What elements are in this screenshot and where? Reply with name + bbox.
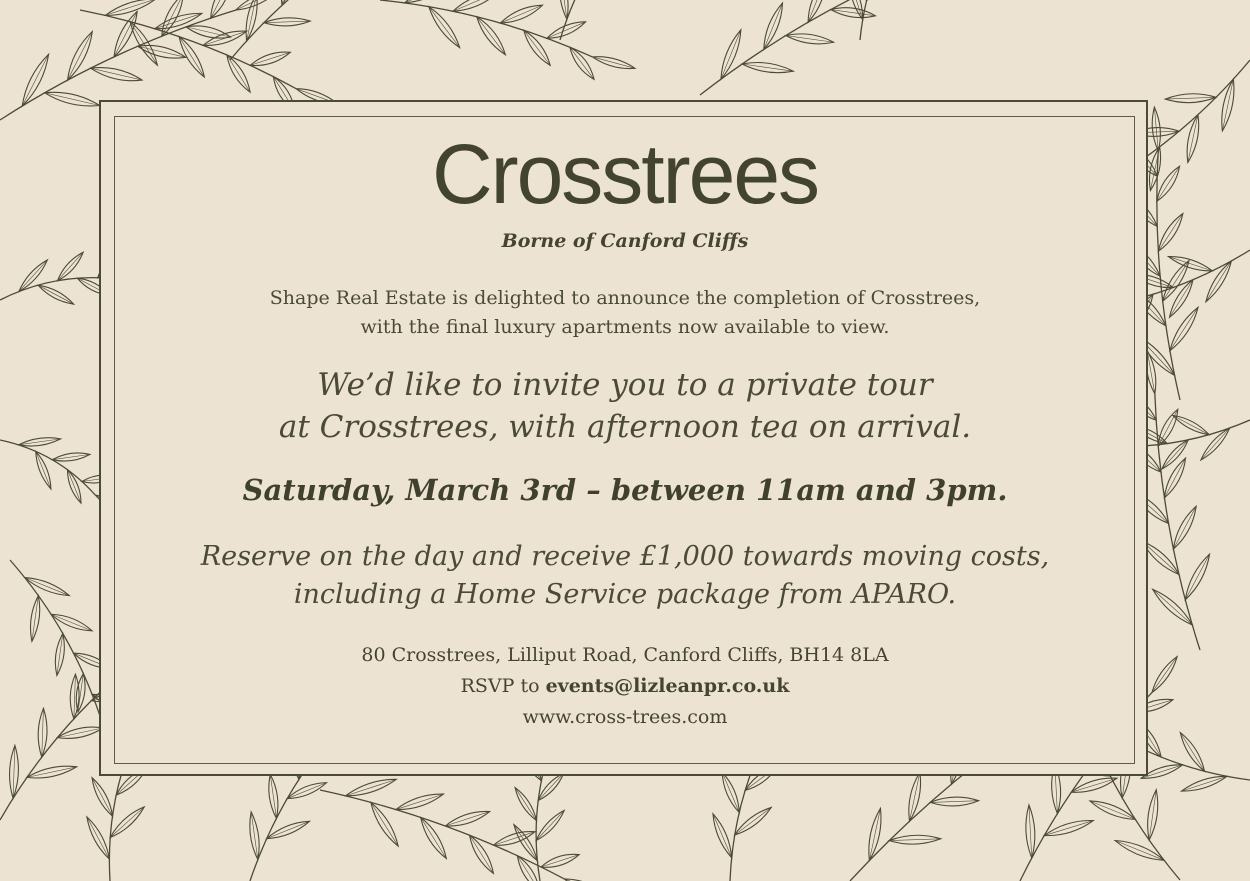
address: 80 Crosstrees, Lilliput Road, Canford Cliffs, BH14 8LA: [361, 644, 889, 666]
tagline: Borne of Canford Cliffs: [501, 230, 749, 252]
offer-line-1: Reserve on the day and receive £1,000 towards moving costs,: [200, 541, 1050, 572]
event-date: Saturday, March 3rd – between 11am and 3pm.: [242, 473, 1008, 507]
invitation-line-2: at Crosstrees, with afternoon tea on arrival.: [278, 409, 972, 445]
crosstrees-logo: Crosstrees: [431, 127, 819, 221]
rsvp-prefix: RSVP to: [460, 675, 540, 697]
invitation-text: [0, 364, 1250, 448]
website-link[interactable]: www.cross-trees.com: [522, 706, 728, 728]
offer-text: [0, 538, 1250, 614]
announcement-line-2: with the final luxury apartments now available to view.: [360, 316, 890, 338]
offer-line-2: including a Home Service package from APARO.: [293, 579, 957, 610]
announcement-text: [0, 284, 1250, 342]
contact-details: [0, 640, 1250, 733]
announcement-line-1: Shape Real Estate is delighted to announce the completion of Crosstrees,: [269, 287, 981, 309]
invitation-line-1: We’d like to invite you to a private tour: [317, 367, 933, 403]
rsvp-email-link[interactable]: events@lizleanpr.co.uk: [545, 675, 790, 697]
rsvp-line: [0, 671, 1250, 702]
